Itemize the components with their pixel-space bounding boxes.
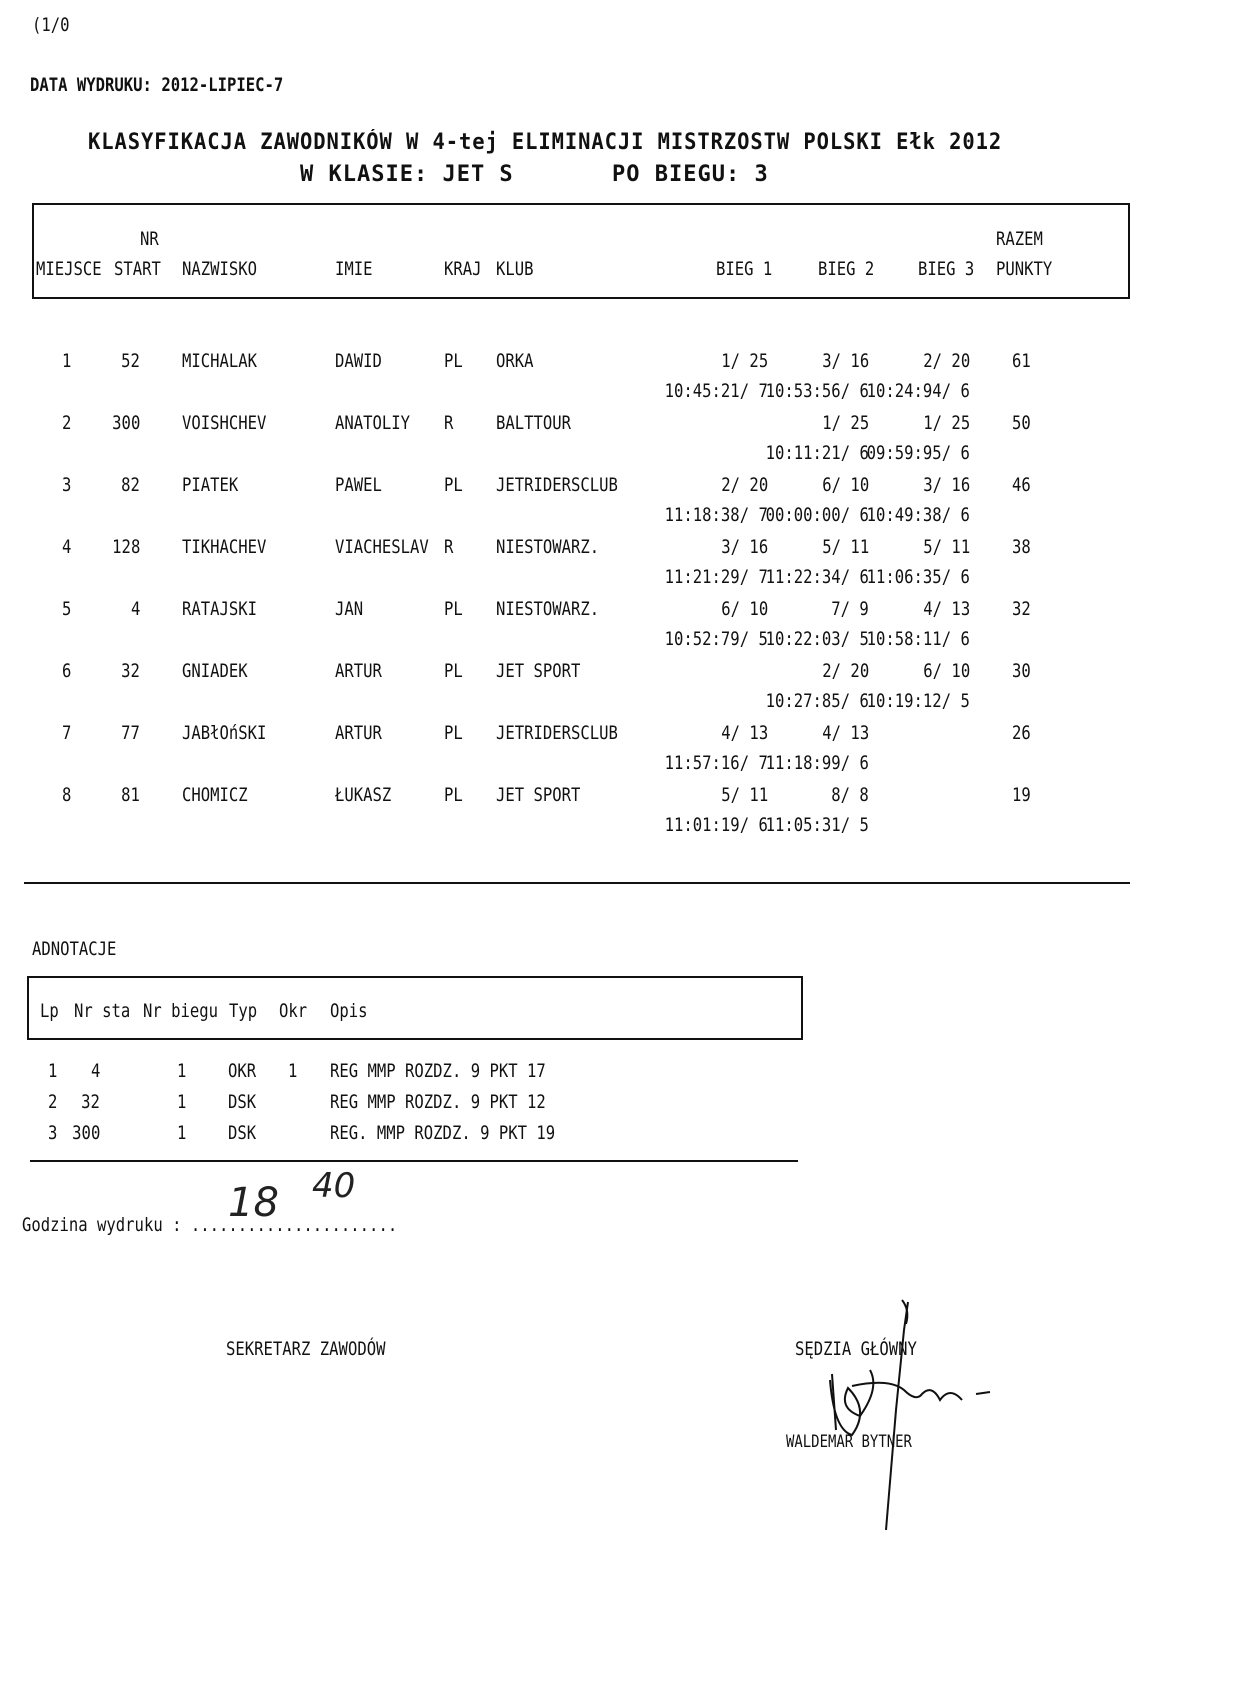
row-heat1: 4/ 13 — [721, 722, 768, 744]
col-heat3: BIEG 3 — [918, 258, 975, 280]
annotations-divider — [30, 1160, 798, 1162]
row-name: ARTUR — [335, 660, 382, 682]
row-country: PL — [444, 660, 463, 682]
ann-row-opis: REG MMP ROZDZ. 9 PKT 12 — [330, 1091, 546, 1113]
row-place: 7 — [62, 722, 72, 744]
row-name: ŁUKASZ — [335, 784, 392, 806]
class-label: W KLASIE: JET S — [300, 162, 514, 187]
row-total: 50 — [1012, 412, 1031, 434]
row-place: 8 — [62, 784, 72, 806]
row-nr: 4 — [130, 598, 140, 620]
ann-row-typ: DSK — [228, 1091, 257, 1113]
document-title: KLASYFIKACJA ZAWODNIKÓW W 4-tej ELIMINACJI MISTRZOSTW POLSKI Ełk 2012 — [88, 130, 1003, 155]
row-heat2: 3/ 16 — [822, 350, 869, 372]
row-country: PL — [444, 350, 463, 372]
row-time1: 10:52:79/ 5 — [664, 628, 768, 650]
col-country: KRAJ — [444, 258, 482, 280]
row-time3: 10:19:12/ 5 — [866, 690, 970, 712]
row-total: 46 — [1012, 474, 1031, 496]
row-name: JAN — [335, 598, 364, 620]
row-surname: JABłOńSKI — [182, 722, 267, 744]
row-time2: 00:00:00/ 6 — [765, 504, 869, 526]
row-club: NIESTOWARZ. — [496, 536, 600, 558]
row-heat3: 6/ 10 — [923, 660, 970, 682]
secretary-label: SEKRETARZ ZAWODÓW — [226, 1338, 386, 1360]
row-surname: GNIADEK — [182, 660, 248, 682]
ann-row-nr-biegu: 1 — [177, 1122, 187, 1144]
row-name: ARTUR — [335, 722, 382, 744]
row-time3: 10:24:94/ 6 — [866, 380, 970, 402]
row-country: PL — [444, 722, 463, 744]
row-nr: 52 — [121, 350, 140, 372]
row-name: PAWEL — [335, 474, 382, 496]
handwritten-minute: 40 — [312, 1166, 356, 1206]
judge-name: WALDEMAR BYTNER — [786, 1432, 912, 1452]
ann-col-nr-biegu: Nr biegu — [143, 1000, 219, 1022]
row-name: DAWID — [335, 350, 382, 372]
row-total: 19 — [1012, 784, 1031, 806]
ann-col-okr: Okr — [279, 1000, 308, 1022]
row-place: 2 — [62, 412, 72, 434]
row-country: R — [444, 412, 454, 434]
ann-row-lp: 2 — [48, 1091, 58, 1113]
row-time2: 11:05:31/ 5 — [765, 814, 869, 836]
ann-row-okr: 1 — [288, 1060, 298, 1082]
ann-row-opis: REG MMP ROZDZ. 9 PKT 17 — [330, 1060, 546, 1082]
ann-row-opis: REG. MMP ROZDZ. 9 PKT 19 — [330, 1122, 556, 1144]
row-total: 61 — [1012, 350, 1031, 372]
ann-row-nr-biegu: 1 — [177, 1091, 187, 1113]
row-heat3: 3/ 16 — [923, 474, 970, 496]
ann-col-typ: Typ — [229, 1000, 258, 1022]
judge-label: SĘDZIA GŁÓWNY — [795, 1338, 917, 1360]
row-total: 38 — [1012, 536, 1031, 558]
ann-row-nr-sta: 4 — [90, 1060, 100, 1082]
row-time3: 10:49:38/ 6 — [866, 504, 970, 526]
row-surname: CHOMICZ — [182, 784, 248, 806]
row-heat1: 3/ 16 — [721, 536, 768, 558]
print-date: DATA WYDRUKU: 2012-LIPIEC-7 — [30, 74, 284, 96]
row-place: 6 — [62, 660, 72, 682]
row-heat2: 5/ 11 — [822, 536, 869, 558]
results-header-box — [32, 203, 1130, 299]
ann-row-nr-sta: 300 — [71, 1122, 100, 1144]
ann-row-typ: DSK — [228, 1122, 257, 1144]
print-time-label: Godzina wydruku : ...................... — [22, 1214, 398, 1236]
row-country: PL — [444, 598, 463, 620]
row-surname: TIKHACHEV — [182, 536, 267, 558]
row-surname: PIATEK — [182, 474, 239, 496]
row-time2: 10:53:56/ 6 — [765, 380, 869, 402]
col-club: KLUB — [496, 258, 534, 280]
col-total-bottom: PUNKTY — [996, 258, 1053, 280]
ann-col-lp: Lp — [40, 1000, 59, 1022]
col-surname: NAZWISKO — [182, 258, 258, 280]
row-club: JET SPORT — [496, 784, 581, 806]
col-total-top: RAZEM — [996, 228, 1043, 250]
row-nr: 128 — [111, 536, 140, 558]
row-name: ANATOLIY — [335, 412, 411, 434]
ann-row-lp: 1 — [48, 1060, 58, 1082]
row-time1: 11:21:29/ 7 — [664, 566, 768, 588]
row-club: JET SPORT — [496, 660, 581, 682]
row-heat3: 2/ 20 — [923, 350, 970, 372]
row-heat1: 5/ 11 — [721, 784, 768, 806]
col-nr-bottom: START — [114, 258, 161, 280]
row-place: 5 — [62, 598, 72, 620]
row-heat1: 1/ 25 — [721, 350, 768, 372]
row-nr: 300 — [111, 412, 140, 434]
col-heat2: BIEG 2 — [818, 258, 875, 280]
row-nr: 32 — [121, 660, 140, 682]
row-surname: RATAJSKI — [182, 598, 258, 620]
row-club: NIESTOWARZ. — [496, 598, 600, 620]
row-total: 26 — [1012, 722, 1031, 744]
row-country: R — [444, 536, 454, 558]
row-heat3: 1/ 25 — [923, 412, 970, 434]
row-heat1: 2/ 20 — [721, 474, 768, 496]
ann-row-lp: 3 — [48, 1122, 58, 1144]
row-time2: 10:27:85/ 6 — [765, 690, 869, 712]
row-country: PL — [444, 784, 463, 806]
row-time1: 11:57:16/ 7 — [664, 752, 768, 774]
col-name: IMIE — [335, 258, 373, 280]
row-place: 4 — [62, 536, 72, 558]
row-place: 3 — [62, 474, 72, 496]
row-heat2: 2/ 20 — [822, 660, 869, 682]
judge-signature — [800, 1290, 1000, 1550]
row-heat2: 6/ 10 — [822, 474, 869, 496]
row-heat2: 4/ 13 — [822, 722, 869, 744]
row-country: PL — [444, 474, 463, 496]
heat-label: PO BIEGU: 3 — [612, 162, 769, 187]
row-club: ORKA — [496, 350, 534, 372]
row-place: 1 — [62, 350, 72, 372]
row-surname: MICHALAK — [182, 350, 258, 372]
row-time3: 10:58:11/ 6 — [866, 628, 970, 650]
handwritten-hour: 18 — [228, 1180, 279, 1226]
row-heat1: 6/ 10 — [721, 598, 768, 620]
row-club: BALTTOUR — [496, 412, 572, 434]
row-club: JETRIDERSCLUB — [496, 722, 618, 744]
row-time2: 11:22:34/ 6 — [765, 566, 869, 588]
ann-row-nr-biegu: 1 — [177, 1060, 187, 1082]
row-time3: 11:06:35/ 6 — [866, 566, 970, 588]
ann-row-typ: OKR — [228, 1060, 257, 1082]
col-place: MIEJSCE — [36, 258, 102, 280]
row-nr: 81 — [121, 784, 140, 806]
row-club: JETRIDERSCLUB — [496, 474, 618, 496]
row-heat2: 1/ 25 — [822, 412, 869, 434]
row-time2: 10:11:21/ 6 — [765, 442, 869, 464]
corner-mark: (1/0 — [32, 14, 70, 36]
ann-col-opis: Opis — [330, 1000, 368, 1022]
results-divider — [24, 882, 1130, 884]
row-time3: 09:59:95/ 6 — [866, 442, 970, 464]
annotations-title: ADNOTACJE — [32, 938, 117, 960]
row-total: 32 — [1012, 598, 1031, 620]
row-time2: 11:18:99/ 6 — [765, 752, 869, 774]
row-heat2: 7/ 9 — [831, 598, 869, 620]
col-nr-top: NR — [140, 228, 159, 250]
row-heat3: 4/ 13 — [923, 598, 970, 620]
row-time1: 10:45:21/ 7 — [664, 380, 768, 402]
row-time1: 11:01:19/ 6 — [664, 814, 768, 836]
row-time1: 11:18:38/ 7 — [664, 504, 768, 526]
col-heat1: BIEG 1 — [716, 258, 773, 280]
row-nr: 82 — [121, 474, 140, 496]
row-time2: 10:22:03/ 5 — [765, 628, 869, 650]
row-nr: 77 — [121, 722, 140, 744]
ann-row-nr-sta: 32 — [81, 1091, 100, 1113]
ann-col-nr-sta: Nr sta — [74, 1000, 131, 1022]
row-heat2: 8/ 8 — [831, 784, 869, 806]
row-heat3: 5/ 11 — [923, 536, 970, 558]
row-total: 30 — [1012, 660, 1031, 682]
row-name: VIACHESLAV — [335, 536, 429, 558]
row-surname: VOISHCHEV — [182, 412, 267, 434]
